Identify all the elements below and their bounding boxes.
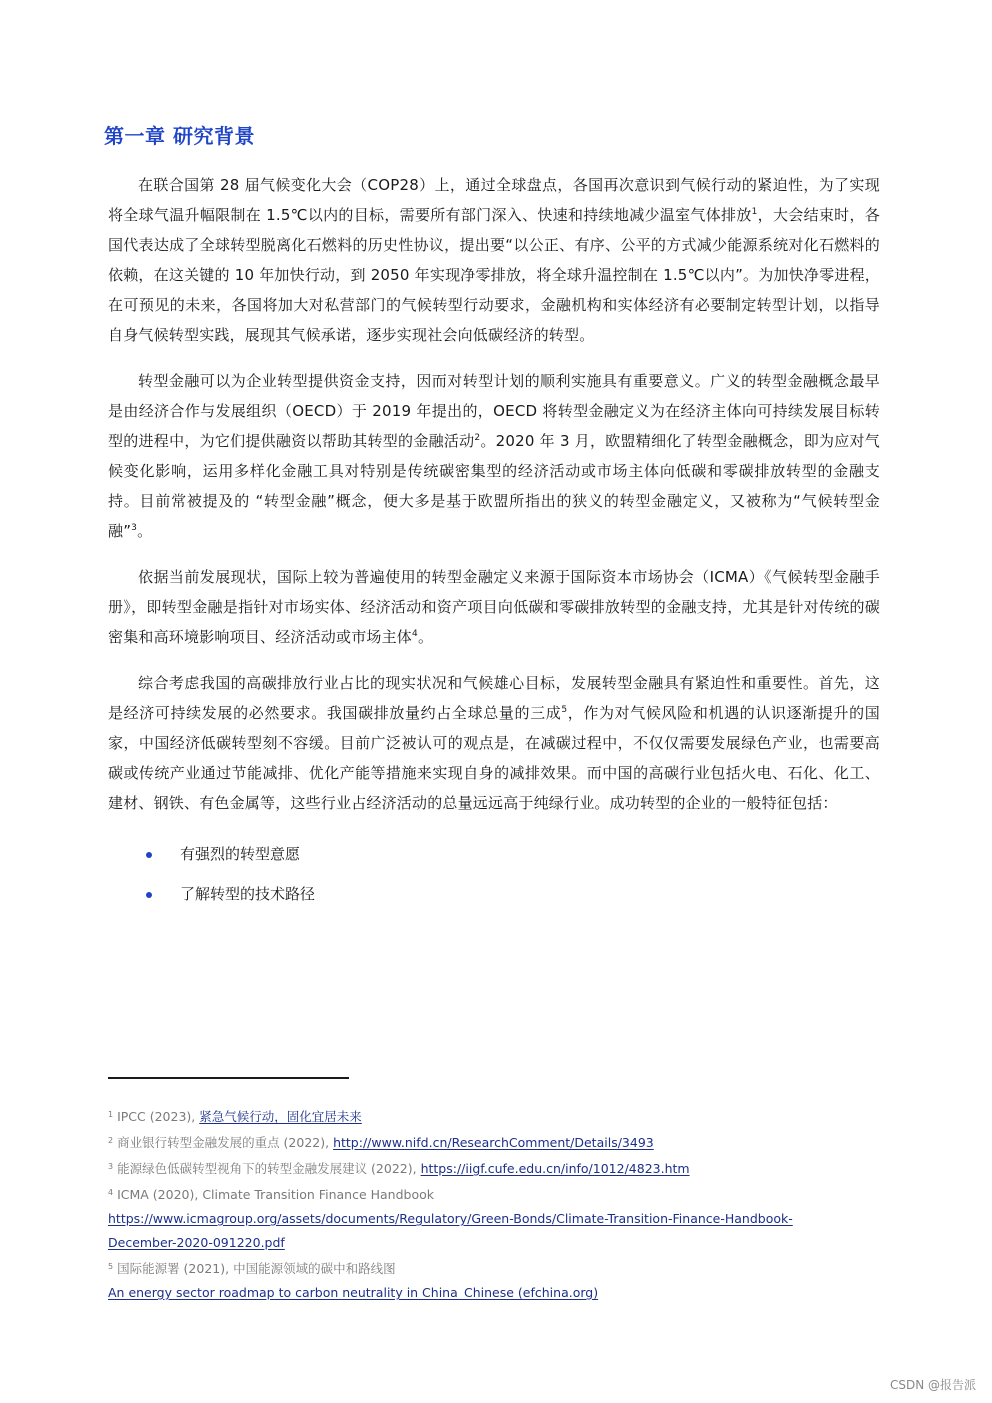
list-item: 了解转型的技术路径	[108, 874, 880, 914]
footnote-link[interactable]: December-2020-091220.pdf	[108, 1235, 285, 1250]
paragraph-1: 在联合国第 28 届气候变化大会（COP28）上，通过全球盘点，各国再次意识到气候行动的紧迫性，为了实现将全球气温升幅限制在 1.5℃以内的目标，需要所有部门深入、快速和持续地减少温室气体排放$^1$，大会结束时，各国代表达成了全球转型脱离化石燃料的历史性协议，提出要“以公正、有序、公平的方式减少能源系统对化石燃料的依赖，在这关键的 10 年加快行动，到 2050 年实现净零排放，将全球升温控制在 1.5℃以内”。为加快净零进程，在可预见的未来，各国将加大对私营部门的气候转型行动要求，金融机构和实体经济有必要制定转型计划，以指导自身气候转型实践，展现其气候承诺，逐步实现社会向低碳经济的转型。	[108, 176, 880, 344]
footnote-4-link-line-1	[108, 1207, 888, 1231]
bullet-list	[108, 834, 880, 914]
list-item: 有强烈的转型意愿	[108, 834, 880, 874]
footnotes	[108, 1103, 888, 1305]
footnote-link[interactable]: http://www.nifd.cn/ResearchComment/Details/3493	[333, 1135, 654, 1150]
footnote-1: $^1$ IPCC (2023), 紧急气候行动，固化宜居未来	[108, 1109, 362, 1124]
footnote-link[interactable]: 紧急气候行动，固化宜居未来	[199, 1109, 362, 1124]
paragraph-2: 转型金融可以为企业转型提供资金支持，因而对转型计划的顺利实施具有重要意义。广义的转型金融概念最早是由经济合作与发展组织（OECD）于 2019 年提出的，OECD 将转型金融定义为在经济主体向可持续发展目标转型的进程中，为它们提供融资以帮助其转型的金融活动$^2$。2020 年 3 月，欧盟精细化了转型金融概念，即为应对气候变化影响，运用多样化金融工具对特别是传统碳密集型的经济活动或市场主体向低碳和零碳排放转型的金融支持。目前常被提及的 “转型金融”概念，便大多是基于欧盟所指出的狭义的转型金融定义，又被称为“气候转型金融”$^3$。	[108, 372, 880, 540]
bullet-dot-icon	[146, 852, 152, 858]
footnote-4: $^4$ ICMA (2020), Climate Transition Finance Handbook	[108, 1187, 434, 1202]
footnote-3: $^3$ 能源绿色低碳转型视角下的转型金融发展建议 (2022), https://iigf.cufe.edu.cn/info/1012/4823.htm	[108, 1161, 690, 1176]
bullet-dot-icon	[146, 892, 152, 898]
footnote-2: $^2$ 商业银行转型金融发展的重点 (2022), http://www.nifd.cn/ResearchComment/Details/3493	[108, 1135, 654, 1150]
footnote-link[interactable]: https://www.icmagroup.org/assets/documents/Regulatory/Green-Bonds/Climate-Transition-Finance-Handbook-	[108, 1211, 793, 1226]
footnote-ref-5[interactable]: 5	[561, 705, 568, 715]
footnote-link[interactable]: https://iigf.cufe.edu.cn/info/1012/4823.htm	[420, 1161, 690, 1176]
footnote-ref-4[interactable]: 4	[412, 629, 418, 639]
paragraph-3: 依据当前发展现状，国际上较为普遍使用的转型金融定义来源于国际资本市场协会（ICMA）《气候转型金融手册》，即转型金融是指针对市场实体、经济活动和资产项目向低碳和零碳排放转型的金融支持，尤其是针对传统的碳密集和高环境影响项目、经济活动或市场主体$^4$。	[108, 568, 880, 646]
footnote-ref-1[interactable]: 1	[751, 207, 758, 217]
footnote-5-link	[108, 1281, 888, 1305]
footnote-ref-3[interactable]: 3	[131, 523, 138, 533]
footnote-4-link-line-2	[108, 1231, 888, 1255]
body-text	[108, 170, 880, 914]
watermark: CSDN @报告派	[889, 1378, 976, 1392]
paragraph-4: 综合考虑我国的高碳排放行业占比的现实状况和气候雄心目标，发展转型金融具有紧迫性和重要性。首先，这是经济可持续发展的必然要求。我国碳排放量约占全球总量的三成$^5$，作为对气候风险和机遇的认识逐渐提升的国家，中国经济低碳转型刻不容缓。目前广泛被认可的观点是，在减碳过程中，不仅仅需要发展绿色产业，也需要高碳或传统产业通过节能减排、优化产能等措施来实现自身的减排效果。而中国的高碳行业包括火电、石化、化工、建材、钢铁、有色金属等，这些行业占经济活动的总量远远高于纯绿行业。成功转型的企业的一般特征包括：	[108, 674, 880, 812]
footnote-5: $^5$ 国际能源署 (2021), 中国能源领域的碳中和路线图	[108, 1261, 396, 1276]
chapter-title: 第一章 研究背景	[104, 124, 255, 148]
footnote-link[interactable]: An energy sector roadmap to carbon neutrality in China_Chinese (efchina.org)	[108, 1285, 599, 1300]
footnote-ref-2[interactable]: 2	[474, 433, 481, 443]
footnote-divider	[108, 1077, 349, 1079]
